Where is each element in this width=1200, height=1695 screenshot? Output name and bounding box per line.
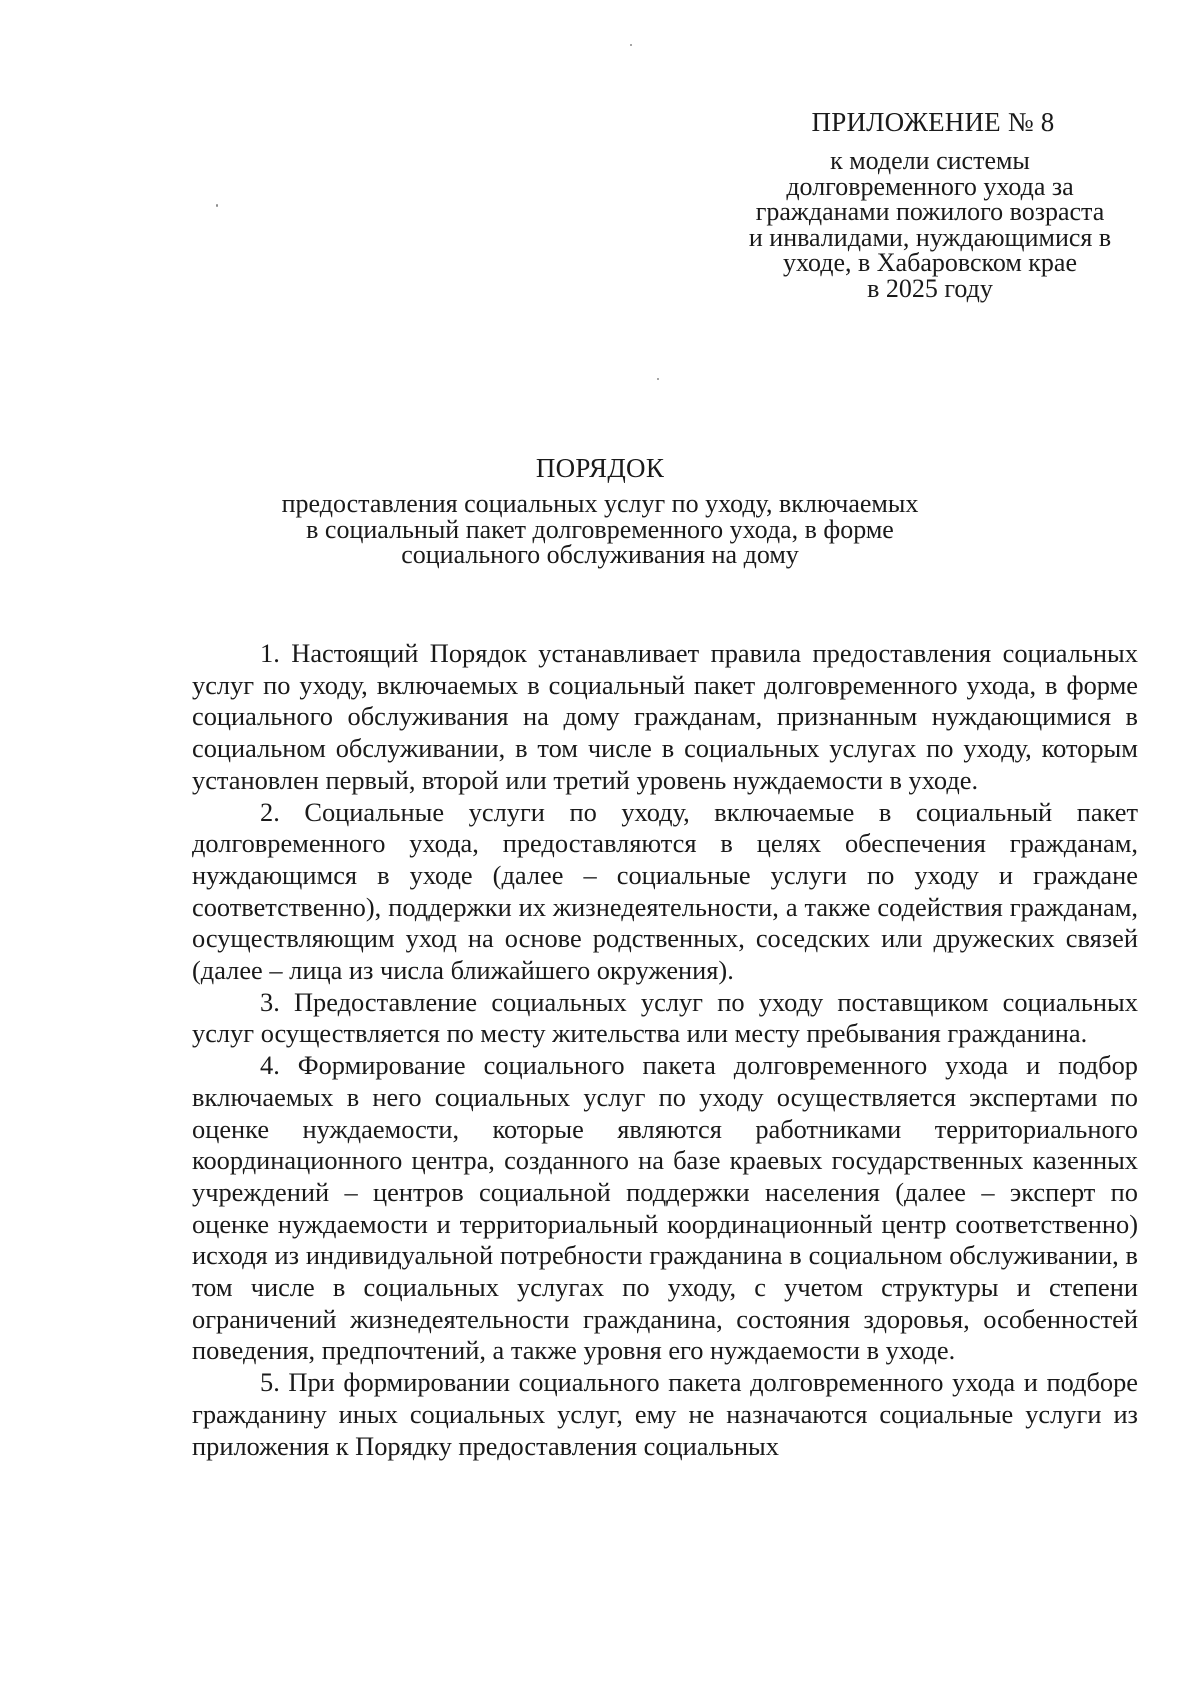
appendix-title: ПРИЛОЖЕНИЕ № 8	[811, 107, 1055, 137]
subtitle-line: предоставления социальных услуг по уходу, включаемых	[281, 489, 919, 518]
appendix-line: долговременного ухода за	[786, 171, 1074, 201]
document-subtitle	[0, 491, 1200, 568]
paragraph-2: 2. Социальные услуги по уходу, включаемые в социальный пакет долговременного ухода, предоставляются в целях обеспечения гражданам, нуждающимся в уходе (далее – социальные услуги по уходу и граждане соответственно), поддержки их жизнедеятельности, а также содействия гражданам, осуществляющим уход на основе родственных, соседских или дружеских связей (далее – лица из числа ближайшего окружения).	[192, 796, 1138, 986]
document-body	[192, 638, 1138, 1462]
scan-speck	[657, 378, 659, 380]
appendix-line: гражданами пожилого возраста	[755, 197, 1105, 226]
paragraph-4: 4. Формирование социального пакета долговременного ухода и подбор включаемых в него социальных услуг по уходу осуществляется экспертами по оценке нуждаемости, которые являются работниками территориального координационного центра, созданного на базе краевых государственных казенных учреждений – центров социальной поддержки населения (далее – эксперт по оценке нуждаемости и территориальный координационный центр соответственно) исходя из индивидуальной потребности гражданина в социальном обслуживании, в том числе в социальных услугах по уходу, с учетом структуры и степени ограничений жизнедеятельности гражданина, состояния здоровья, особенностей поведения, предпочтений, а также уровня его нуждаемости в уходе.	[192, 1050, 1138, 1366]
appendix-line: уходе, в Хабаровском крае	[782, 248, 1078, 277]
appendix-line: и инвалидами, нуждающимися в	[748, 222, 1112, 252]
paragraph-1: 1. Настоящий Порядок устанавливает правила предоставления социальных услуг по уходу, включаемых в социальный пакет долговременного ухода, в форме социального обслуживания на дому гражданам, признанным нуждающимися в социальном обслуживании, в том числе в социальных услугах по уходу, которым установлен первый, второй или третий уровень нуждаемости в уходе.	[192, 638, 1138, 795]
paragraph-3: 3. Предоставление социальных услуг по уходу поставщиком социальных услуг осуществляется по месту жительства или месту пребывания гражданина.	[192, 986, 1138, 1049]
scan-speck	[216, 204, 218, 207]
paragraph-5: 5. При формировании социального пакета долговременного ухода и подборе гражданину иных социальных услуг, ему не назначаются социальные услуги из приложения к Порядку предоставления социальных	[192, 1367, 1138, 1461]
appendix-line: к модели системы	[830, 146, 1030, 175]
appendix-header	[720, 106, 1140, 301]
subtitle-line: в социальный пакет долговременного ухода, в форме	[306, 514, 894, 544]
appendix-line: в 2025 году	[867, 273, 993, 303]
scan-speck	[630, 44, 632, 46]
document-title: ПОРЯДОК	[535, 453, 665, 483]
subtitle-line: социального обслуживания на дому	[401, 540, 799, 569]
